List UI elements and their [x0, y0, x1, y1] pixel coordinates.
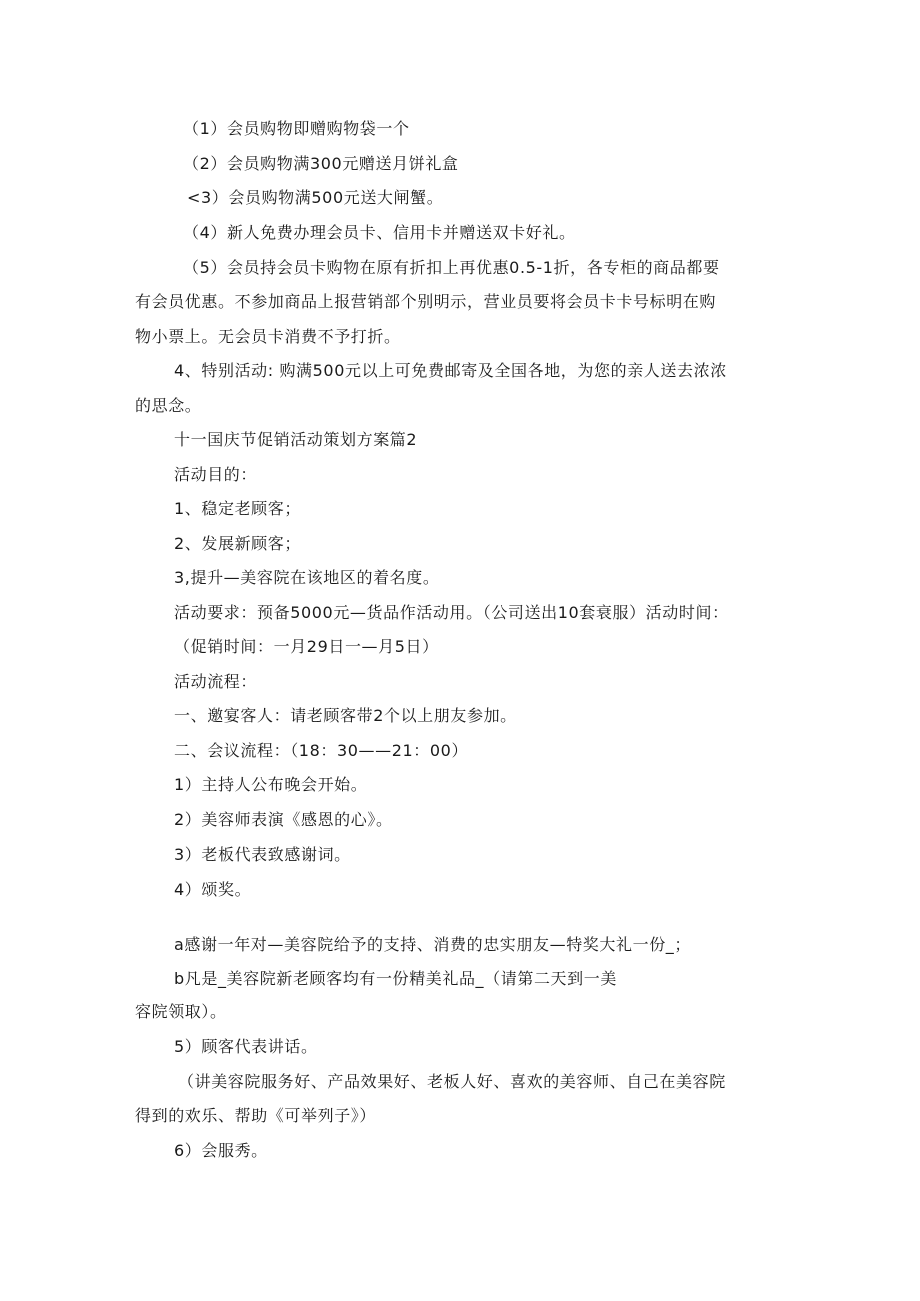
text-line-7: 物小票上。无会员卡消费不予打折。: [135, 327, 401, 346]
text-line-23: 4）颂奖。: [174, 880, 252, 899]
text-line-3: <3）会员购物满500元送大闸蟹。: [187, 188, 444, 207]
text-line-16: （促销时间：一月29日一—月5日）: [174, 637, 439, 656]
text-line-30: 6）会服秀。: [174, 1141, 268, 1160]
text-line-12: 1、稳定老顾客；: [174, 499, 301, 518]
text-line-28: （讲美容院服务好、产品效果好、老板人好、喜欢的美容师、自己在美容院: [178, 1072, 726, 1091]
text-line-20: 1）主持人公布晚会开始。: [174, 775, 368, 794]
section-heading: 十一国庆节促销活动策划方案篇2: [174, 430, 418, 449]
text-line-24: a感谢一年对—美容院给予的支持、消费的忠实朋友—特奖大礼一份_；: [174, 935, 692, 954]
text-line-6: 有会员优惠。不参加商品上报营销部个别明示，营业员要将会员卡卡号标明在购: [135, 292, 717, 311]
text-line-27: 5）顾客代表讲话。: [174, 1037, 318, 1056]
text-line-13: 2、发展新顾客；: [174, 534, 301, 553]
text-line-19: 二、会议流程：（18：30——21：00）: [174, 741, 469, 760]
text-line-22: 3）老板代表致感谢词。: [174, 845, 351, 864]
text-line-5: （5）会员持会员卡购物在原有折扣上再优惠0.5-1折，各专柜的商品都要: [183, 258, 720, 277]
text-line-9: 的思念。: [135, 396, 202, 415]
text-line-18: 一、邀宴客人：请老顾客带2个以上朋友参加。: [174, 706, 517, 725]
text-line-8: 4、特别活动: 购满500元以上可免费邮寄及全国各地，为您的亲人送去浓浓: [174, 361, 727, 380]
text-line-26: 容院领取）。: [135, 1002, 227, 1021]
text-line-15: 活动要求：预备5000元—货品作活动用。（公司送出10套衰服）活动时间：: [174, 603, 729, 622]
text-line-2: （2）会员购物满300元赠送月饼礼盒: [183, 154, 459, 173]
text-line-4: （4）新人免费办理会员卡、信用卡并赠送双卡好礼。: [183, 223, 576, 242]
text-line-17: 活动流程：: [174, 672, 258, 691]
text-line-25: b凡是_美容院新老顾客均有一份精美礼品_（请第二天到一美: [174, 969, 617, 988]
text-line-21: 2）美容师表演《感恩的心》。: [174, 810, 393, 829]
text-line-14: 3,提升—美容院在该地区的着名度。: [174, 568, 440, 587]
text-line-29: 得到的欢乐、帮助《可举列子》）: [135, 1106, 377, 1125]
text-line-1: （1）会员购物即赠购物袋一个: [183, 119, 410, 138]
text-line-11: 活动目的：: [174, 465, 258, 484]
